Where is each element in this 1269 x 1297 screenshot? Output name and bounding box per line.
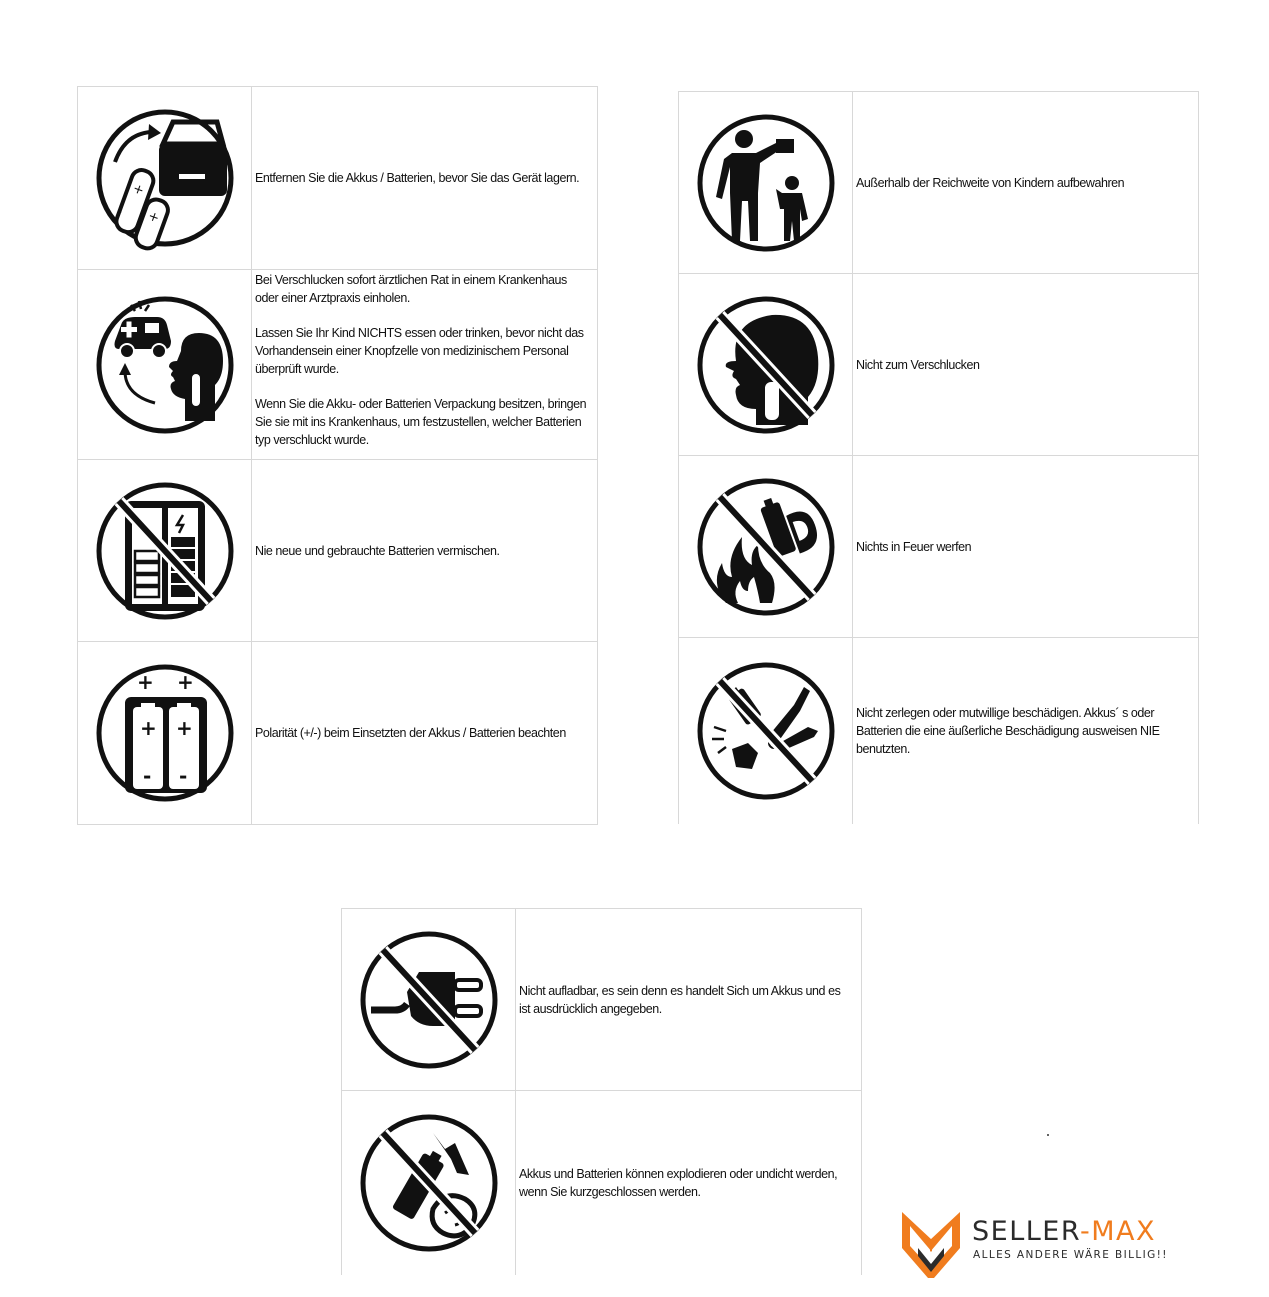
table-row [342,909,862,1091]
do-not-swallow-icon [696,291,836,439]
table-row [78,270,598,460]
text-cell [853,456,1199,637]
stray-dot [1047,1134,1049,1136]
warning-text: Nie neue und gebrauchte Batterien vermischen. [255,543,500,558]
keep-from-children-icon [696,109,836,257]
table-row [78,460,598,642]
icon-cell [78,87,252,269]
no-charging-icon [359,926,499,1074]
no-short-circuit-icon [359,1109,499,1257]
text-cell [252,270,598,459]
table-row [342,1091,862,1275]
icon-cell [679,456,853,637]
icon-cell [679,638,853,824]
icon-cell [342,909,516,1090]
icon-cell [342,1091,516,1275]
warning-text: Polarität (+/-) beim Einsetzten der Akkus / Batterien beachten [255,726,566,740]
icon-cell [679,274,853,455]
warning-text: Akkus und Batterien können explodieren oder undicht werden, wenn Sie kurzgeschlossen werden. [519,1167,838,1199]
text-cell [252,460,598,641]
svg-text:+: + [130,181,146,200]
left-warning-table [77,86,598,825]
no-fire-icon [696,473,836,621]
svg-text:+: + [176,670,194,694]
text-cell [853,92,1199,273]
text-cell [516,1091,862,1275]
no-mixing-batteries-icon [95,477,235,625]
icon-cell [78,642,252,824]
warning-text: Entfernen Sie die Akkus / Batterien, bevor Sie das Gerät lagern. [255,171,580,185]
right-warning-table [678,91,1199,824]
table-row [679,638,1199,824]
warning-text: Nichts in Feuer werfen [856,539,972,554]
warning-text: Nicht aufladbar, es sein denn es handelt Sich um Akkus und es ist ausdrücklich angegeben. [519,983,841,1016]
warning-text: Wenn Sie die Akku- oder Batterien Verpackung besitzen, bringen Sie sie mit ins Krankenhaus, um festzustellen, welcher Batterien typ verschluckt wurde. [255,397,587,447]
text-cell [853,638,1199,824]
seller-max-logo-icon [898,1208,964,1282]
svg-text:+: + [175,716,193,740]
seller-max-logo [898,1208,1198,1282]
logo-name-part2: MAX [1091,1216,1157,1247]
icon-cell [78,270,252,459]
table-row [679,92,1199,274]
text-cell [252,87,598,269]
icon-cell [679,92,853,273]
warning-text: Nicht zerlegen oder mutwillige beschädigen. Akkus´ s oder Batterien die eine äußerliche Beschädigung ausweisen NIE benutzten. [856,706,1160,756]
warning-text: Nicht zum Verschlucken [856,357,980,372]
bottom-warning-table [341,908,862,1275]
svg-text:+: + [139,716,157,740]
battery-remove-icon [95,104,235,252]
logo-tagline: ALLES ANDERE WÄRE BILLIG!! [973,1249,1168,1261]
warning-text: Außerhalb der Reichweite von Kindern aufbewahren [856,175,1125,190]
text-cell [516,909,862,1090]
swallow-emergency-icon [95,291,235,439]
logo-name-part1: SELLER [972,1216,1081,1247]
icon-cell [78,460,252,641]
warning-text: Bei Verschlucken sofort ärztlichen Rat in einem Krankenhaus oder einer Arztpraxis einholen. [255,273,567,305]
table-row [78,87,598,270]
no-disassemble-icon [696,657,836,805]
svg-text:-: - [178,764,187,788]
battery-polarity-icon [95,659,235,807]
svg-text:-: - [116,204,122,220]
table-row [78,642,598,825]
text-cell [252,642,598,824]
text-cell [853,274,1199,455]
warning-text: Lassen Sie Ihr Kind NICHTS essen oder trinken, bevor nicht das Vorhandensein einer Knopfzelle von medizinischem Personal überprüft wurde. [255,326,584,376]
logo-name-dash: - [1080,1216,1092,1247]
table-row [679,274,1199,456]
svg-text:+: + [136,670,154,694]
logo-name [972,1216,1156,1247]
svg-text:-: - [142,764,151,788]
svg-text:+: + [145,208,161,227]
table-row [679,456,1199,638]
